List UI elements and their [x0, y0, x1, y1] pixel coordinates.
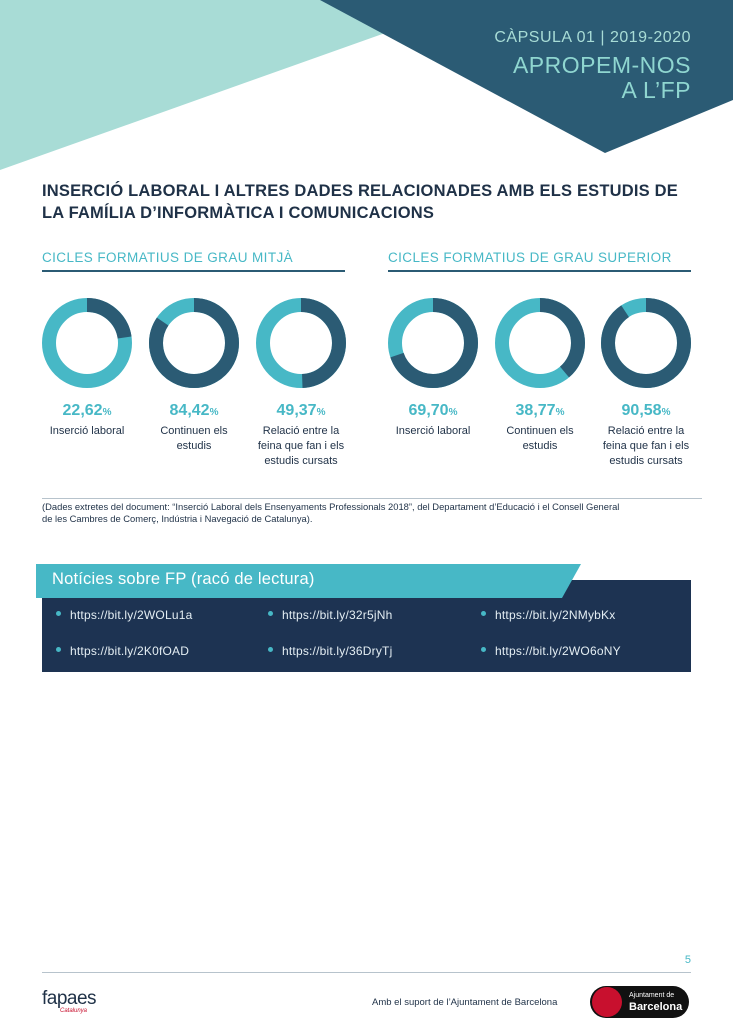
news-link-text[interactable]: https://bit.ly/2K0fOAD	[70, 644, 190, 658]
stat-percent	[591, 402, 701, 420]
stat-label-line: feina que fan i els	[257, 440, 345, 452]
stat-unit: %	[102, 407, 112, 418]
news-link[interactable]	[56, 608, 192, 622]
donut-chart	[495, 298, 585, 388]
donut-chart	[256, 298, 346, 388]
news-link[interactable]	[481, 608, 615, 622]
stat-unit: %	[555, 407, 565, 418]
news-link[interactable]	[481, 644, 621, 658]
news-link[interactable]	[268, 608, 392, 622]
capsule-title-line2: A L’FP	[621, 77, 691, 103]
stat-percent	[378, 402, 488, 420]
news-link[interactable]	[268, 644, 392, 658]
news-title: Notícies sobre FP (racó de lectura)	[52, 570, 315, 588]
bullet-icon	[268, 611, 273, 616]
donut-chart	[601, 298, 691, 388]
bullet-icon	[481, 611, 486, 616]
fapaes-logo-sub: Catalunya	[60, 1008, 88, 1014]
stat-label-line: Inserció laboral	[49, 425, 125, 437]
footer-divider	[42, 972, 691, 973]
stat-label-line: Continuen els	[506, 425, 574, 437]
stat-label	[246, 424, 356, 469]
donut-chart	[149, 298, 239, 388]
stat-label-line: estudis cursats	[264, 455, 338, 467]
book-icon	[176, 330, 212, 357]
donut-chart	[42, 298, 132, 388]
briefcase-icon	[70, 328, 104, 357]
stat-percent	[139, 402, 249, 420]
capsule-label: CÀPSULA 01 | 2019-2020	[494, 29, 691, 46]
stat-unit: %	[661, 407, 671, 418]
donut-chart	[388, 298, 478, 388]
news-link-text[interactable]: https://bit.ly/32r5jNh	[282, 608, 393, 622]
donut-value-arc	[608, 305, 684, 381]
briefcase-icon	[416, 328, 450, 357]
section-heading-grau-superior: CICLES FORMATIUS DE GRAU SUPERIOR	[388, 250, 691, 272]
capsule-title-line1: APROPEM-NOS	[512, 52, 691, 78]
stat-label	[378, 424, 488, 439]
stat-value: 38,77	[515, 402, 556, 419]
stat-value: 22,62	[62, 402, 103, 419]
stat-label	[139, 424, 249, 454]
stat-label	[32, 424, 142, 439]
source-note-line1: (Dades extretes del document: “Inserció Laboral dels Ensenyaments Professionals 2018”, del Departament d’Educació i el Consell General	[42, 501, 620, 512]
page-title-line1: INSERCIÓ LABORAL I ALTRES DADES RELACIONADES AMB ELS ESTUDIS DE	[42, 182, 678, 200]
stat-percent	[32, 402, 142, 420]
news-link-text[interactable]: https://bit.ly/36DryTj	[282, 644, 393, 658]
stat-label-line: Inserció laboral	[395, 425, 471, 437]
fapaes-logo: fapaes	[42, 988, 97, 1009]
bullet-icon	[268, 647, 273, 652]
news-link-text[interactable]: https://bit.ly/2WO6oNY	[495, 644, 621, 658]
stat-value: 69,70	[408, 402, 449, 419]
stat-unit: %	[316, 407, 326, 418]
barcelona-logo-big-text: Barcelona	[629, 1001, 683, 1013]
stat-label	[485, 424, 595, 454]
stat-unit: %	[448, 407, 458, 418]
stat-label-line: estudis	[522, 440, 558, 452]
stat-label-line: estudis	[176, 440, 212, 452]
network-people-icon	[283, 323, 320, 358]
stat-label	[591, 424, 701, 469]
stat-percent	[246, 402, 356, 420]
news-link-text[interactable]: https://bit.ly/2NMybKx	[495, 608, 616, 622]
bullet-icon	[56, 647, 61, 652]
stat-label-line: Continuen els	[160, 425, 228, 437]
source-note	[42, 498, 702, 525]
network-people-icon	[628, 323, 665, 358]
stat-value: 84,42	[169, 402, 210, 419]
page-title	[42, 180, 702, 224]
barcelona-logo-small-text: Ajuntament de	[629, 992, 675, 999]
stat-unit: %	[209, 407, 219, 418]
stat-label-line: estudis cursats	[609, 455, 683, 467]
news-link-text[interactable]: https://bit.ly/2WOLu1a	[70, 608, 193, 622]
news-link[interactable]	[56, 644, 189, 658]
section-heading-grau-mitja: CICLES FORMATIUS DE GRAU MITJÀ	[42, 250, 345, 272]
page-title-line2: LA FAMÍLIA D’INFORMÀTICA I COMUNICACIONS	[42, 204, 435, 222]
source-note-line2: de les Cambres de Comerç, Indústria i Navegació de Catalunya).	[42, 513, 313, 524]
stat-value: 49,37	[276, 402, 317, 419]
bullet-icon	[481, 647, 486, 652]
stat-percent	[485, 402, 595, 420]
stat-label-line: feina que fan i els	[602, 440, 690, 452]
book-icon	[522, 330, 558, 357]
support-text: Amb el suport de l’Ajuntament de Barcelona	[372, 997, 558, 1008]
bullet-icon	[56, 611, 61, 616]
stat-value: 90,58	[621, 402, 662, 419]
stat-label-line: Relació entre la	[607, 425, 685, 437]
page-number: 5	[684, 954, 691, 966]
stat-label-line: Relació entre la	[262, 425, 340, 437]
capsule-title	[431, 53, 691, 103]
barcelona-seal-icon	[592, 987, 622, 1017]
